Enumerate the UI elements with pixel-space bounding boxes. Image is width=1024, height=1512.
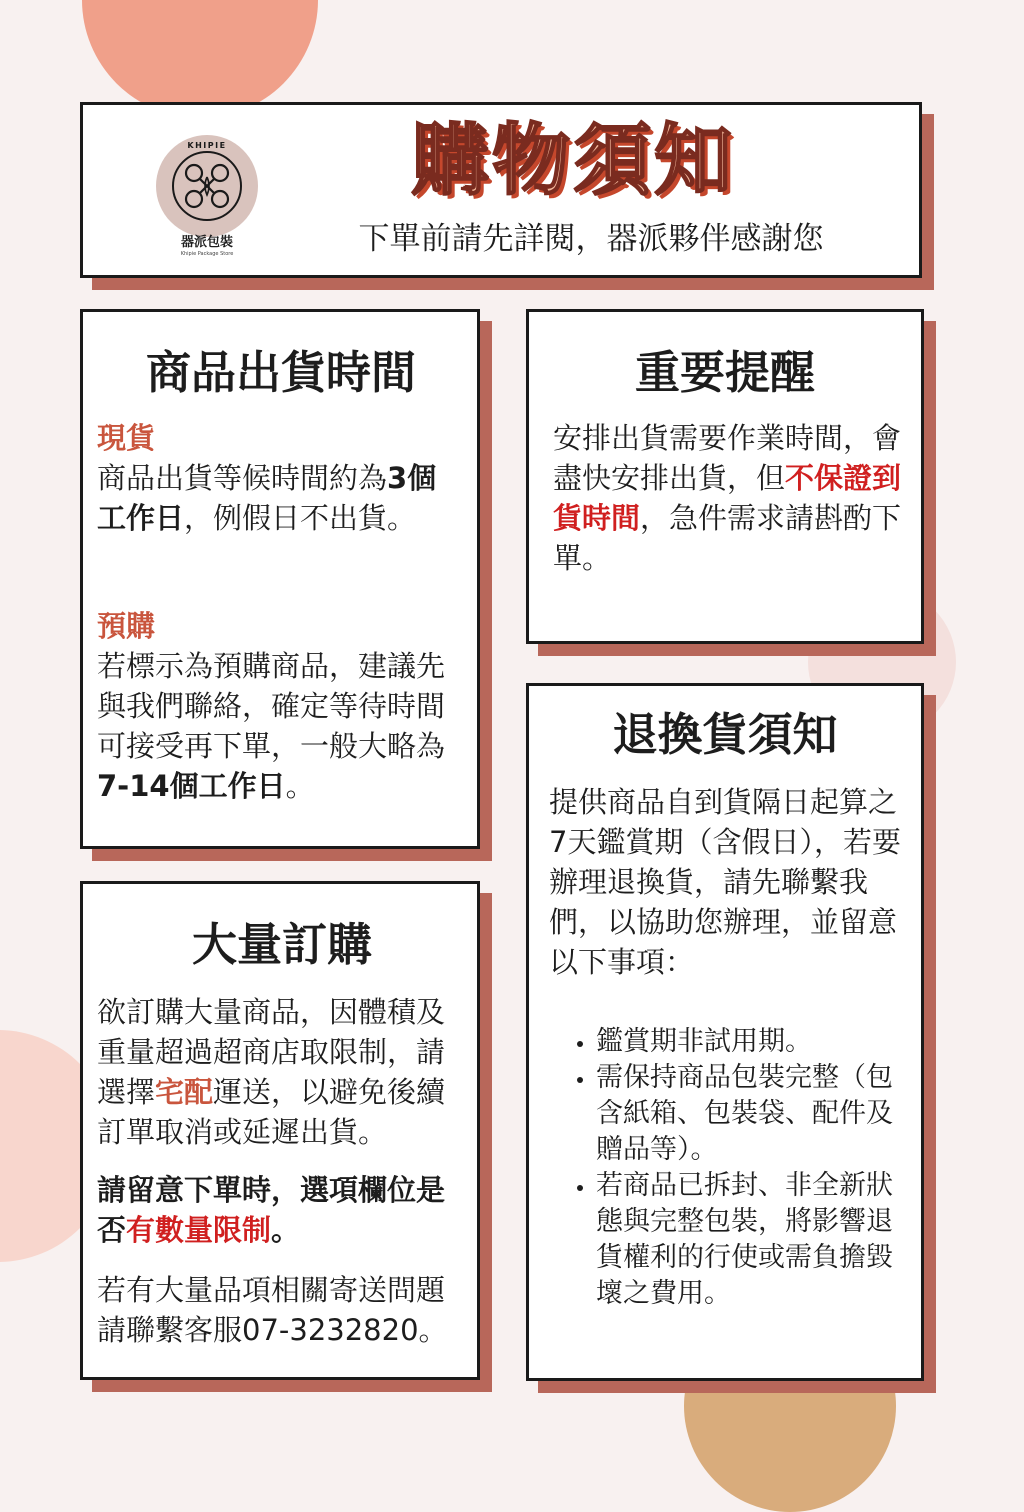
bulk-paragraph-3: 若有大量品項相關寄送問題請聯繫客服07-3232820。: [97, 1273, 448, 1347]
returns-intro: 提供商品自到貨隔日起算之7天鑑賞期（含假日），若要辦理退換貨，請先聯繫我們，以協助您辦理，並留意以下事項：: [549, 785, 901, 979]
important-reminder-card: [526, 309, 924, 644]
preorder-text: 若標示為預購商品，建議先與我們聯絡，確定等待時間可接受再下單，一般大略為7-14個工作日。: [97, 649, 446, 803]
shipping-time-card: [80, 309, 480, 849]
in-stock-text: 商品出貨等候時間約為3個工作日，例假日不出貨。: [97, 461, 437, 535]
knot-logo-icon: [156, 135, 258, 237]
returns-list: [549, 1024, 911, 1312]
reminder-text: 安排出貨需要作業時間，會盡快安排出貨，但不保證到貨時間，急件需求請斟酌下單。: [553, 421, 902, 575]
logo-name: 器派包裝: [180, 235, 233, 250]
logo-arc-text: KHIPIE: [187, 141, 227, 150]
returns-title: 退換貨須知: [612, 708, 838, 761]
list-item: • 需保持商品包裝完整（包含紙箱、包裝袋、配件及贈品等）。: [596, 1060, 911, 1168]
shipping-title: 商品出貨時間: [145, 346, 416, 399]
preorder-label: 預購: [97, 609, 156, 643]
decor-circle-coral: [82, 0, 318, 118]
page-subtitle: 下單前請先詳閱，器派夥伴感謝您: [358, 221, 824, 257]
in-stock-label: 現貨: [97, 421, 156, 455]
bulk-title: 大量訂購: [191, 918, 372, 971]
brand-logo: [156, 135, 258, 237]
list-item: • 鑑賞期非試用期。: [596, 1024, 911, 1060]
reminder-title: 重要提醒: [634, 346, 815, 399]
bulk-order-card: [80, 881, 480, 1380]
header-card: [80, 102, 922, 278]
list-item: • 若商品已拆封、非全新狀態與完整包裝，將影響退貨權利的行使或需負擔毀壞之費用。: [596, 1168, 911, 1312]
page-title: 購物須知: [410, 116, 735, 206]
bulk-paragraph-2: 請留意下單時，選項欄位是否有數量限制。: [97, 1173, 446, 1247]
returns-card: [526, 683, 924, 1381]
logo-subtitle: Khipie Package Store: [180, 251, 234, 257]
bulk-paragraph-1: 欲訂購大量商品，因體積及重量超過超商店取限制，請選擇宅配運送，以避免後續訂單取消或延遲出貨。: [97, 995, 446, 1149]
